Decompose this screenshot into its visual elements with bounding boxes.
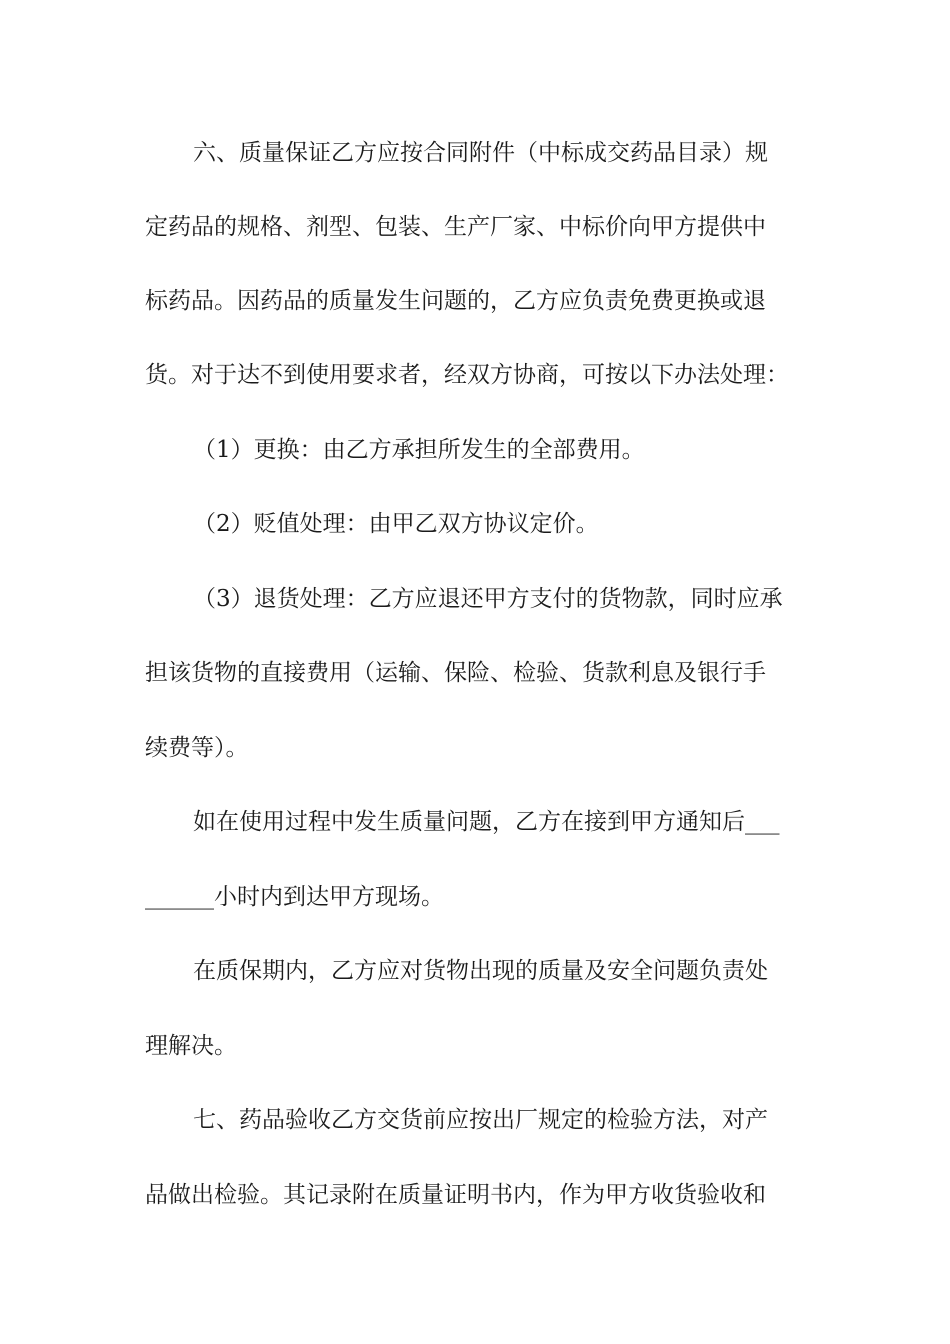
remedy-return-line-1: （3）退货处理：乙方应退还甲方支付的货物款，同时应承 <box>193 586 783 612</box>
section-6-quality-guarantee-line-1: 六、质量保证乙方应按合同附件（中标成交药品目录）规 <box>193 140 768 166</box>
remedy-return-line-2: 担该货物的直接费用（运输、保险、检验、货款利息及银行手 <box>145 660 766 686</box>
warranty-period-line-2: 理解决。 <box>145 1033 237 1059</box>
section-7-acceptance-line-1: 七、药品验收乙方交货前应按出厂规定的检验方法，对产 <box>193 1107 768 1133</box>
response-time-line-1: 如在使用过程中发生质量问题，乙方在接到甲方通知后___ <box>193 809 780 835</box>
remedy-return-line-3: 续费等）。 <box>145 735 249 761</box>
section-6-quality-guarantee-line-3: 标药品。因药品的质量发生问题的，乙方应负责免费更换或退 <box>145 288 766 314</box>
section-7-acceptance-line-2: 品做出检验。其记录附在质量证明书内，作为甲方收货验收和 <box>145 1182 766 1208</box>
response-time-line-2: ______小时内到达甲方现场。 <box>145 884 444 910</box>
remedy-replacement: （1）更换：由乙方承担所发生的全部费用。 <box>193 437 645 463</box>
section-6-quality-guarantee-line-4: 货。对于达不到使用要求者，经双方协商，可按以下办法处理： <box>145 362 789 388</box>
remedy-depreciation: （2）贬值处理：由甲乙双方协议定价。 <box>193 511 599 537</box>
section-6-quality-guarantee-line-2: 定药品的规格、剂型、包装、生产厂家、中标价向甲方提供中 <box>145 214 766 240</box>
warranty-period-line-1: 在质保期内，乙方应对货物出现的质量及安全问题负责处 <box>193 958 768 984</box>
